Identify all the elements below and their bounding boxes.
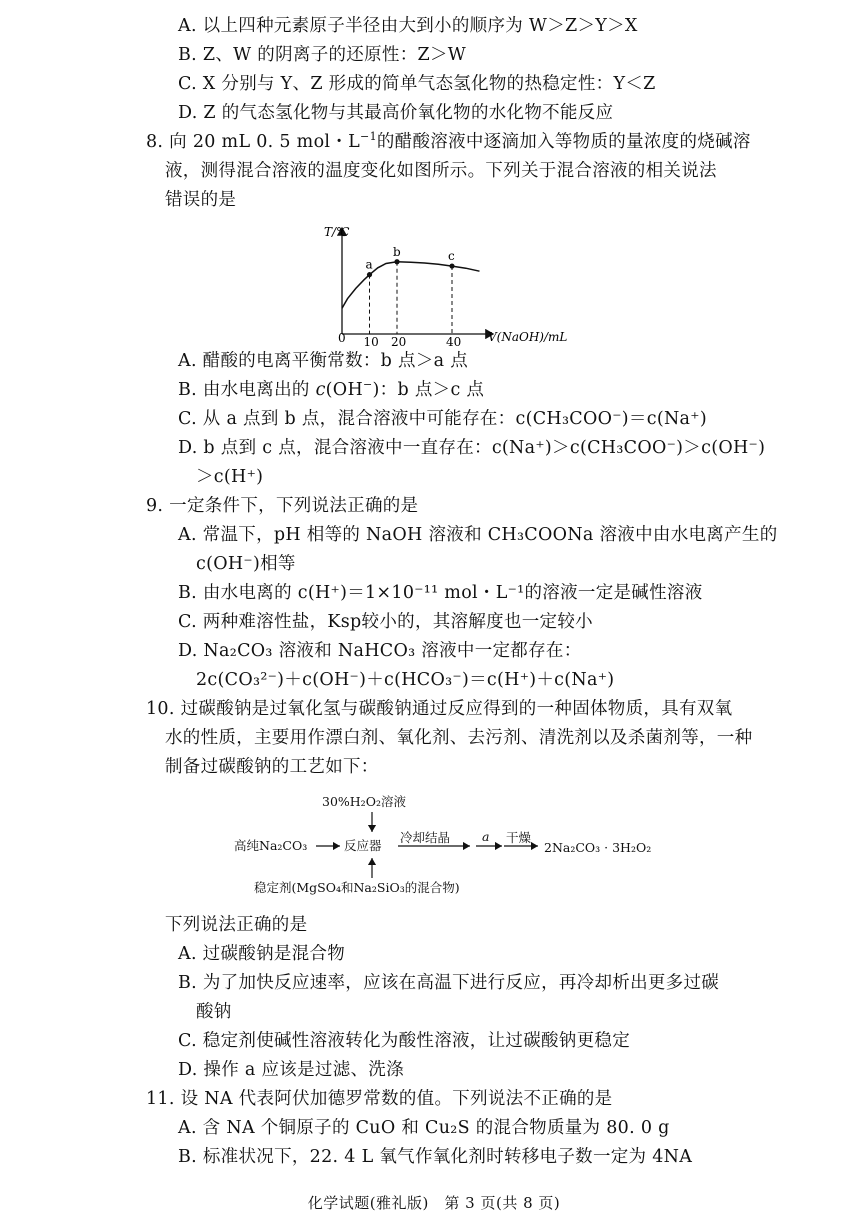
q8-stem-superscript: −1 bbox=[360, 130, 377, 144]
flow-top-input: 30%H₂O₂溶液 bbox=[322, 794, 406, 809]
q8-option-a: A. 醋酸的电离平衡常数：b 点＞a 点 bbox=[178, 351, 469, 371]
point-label-a: a bbox=[365, 257, 373, 272]
x-tick-label: 10 bbox=[363, 335, 379, 346]
q8-option-b-part: )：b 点＞c 点 bbox=[372, 380, 485, 400]
q7-option-d: D. Z 的气态氢化物与其最高价氧化物的水化物不能反应 bbox=[178, 103, 614, 123]
x-tick-label: 20 bbox=[391, 335, 407, 346]
x-tick-label: 40 bbox=[446, 335, 462, 346]
page-footer: 化学试题(雅礼版) 第 3 页(共 8 页) bbox=[307, 1194, 561, 1212]
q10-option-b-line2: 酸钠 bbox=[196, 1002, 232, 1022]
q9-option-b: B. 由水电离的 c(H⁺)＝1×10⁻¹¹ mol・L⁻¹的溶液一定是碱性溶液 bbox=[178, 583, 703, 603]
q8-option-d-line1: D. b 点到 c 点，混合溶液中一直存在：c(Na⁺)＞c(CH₃COO⁻)＞c(OH⁻) bbox=[178, 438, 766, 458]
q9-option-a-line2: c(OH⁻)相等 bbox=[196, 554, 296, 574]
q8-option-b-part: B. 由水电离出的 bbox=[178, 380, 316, 400]
q9-option-a-line1: A. 常温下，pH 相等的 NaOH 溶液和 CH₃COONa 溶液中由水电离产生的 bbox=[178, 525, 778, 545]
q7-option-b: B. Z、W 的阴离子的还原性：Z＞W bbox=[178, 45, 467, 65]
q10-option-c: C. 稳定剂使碱性溶液转化为酸性溶液，让过碳酸钠更稳定 bbox=[178, 1031, 630, 1051]
q7-option-a: A. 以上四种元素原子半径由大到小的顺序为 W＞Z＞Y＞X bbox=[178, 16, 638, 36]
flow-left-input: 高纯Na₂CO₃ bbox=[234, 838, 308, 853]
x-axis-label: V(NaOH)/mL bbox=[488, 330, 568, 344]
origin-label: 0 bbox=[338, 331, 346, 345]
q10-stem-line2: 水的性质，主要用作漂白剂、氧化剂、去污剂、清洗剂以及杀菌剂等，一种 bbox=[165, 728, 753, 748]
q10-stem-line3: 制备过碳酸钠的工艺如下： bbox=[165, 757, 379, 777]
q9-option-d-line2: 2c(CO₃²⁻)＋c(OH⁻)＋c(HCO₃⁻)＝c(H⁺)＋c(Na⁺) bbox=[196, 670, 615, 690]
q10-option-a: A. 过碳酸钠是混合物 bbox=[178, 944, 346, 964]
temperature-chart bbox=[318, 222, 588, 346]
q10-question: 下列说法正确的是 bbox=[165, 915, 308, 935]
q10-option-b-line1: B. 为了加快反应速率，应该在高温下进行反应，再冷却析出更多过碳 bbox=[178, 973, 720, 993]
q8-stem-part: 8. 向 20 mL 0. 5 mol・L bbox=[146, 132, 361, 152]
point-label-c: c bbox=[448, 249, 455, 264]
q8-stem-line1 bbox=[146, 130, 751, 154]
point-c bbox=[449, 263, 454, 268]
q11-stem: 11. 设 NA 代表阿伏加德罗常数的值。下列说法不正确的是 bbox=[146, 1089, 613, 1109]
point-b bbox=[394, 259, 399, 264]
q9-option-d-line1: D. Na₂CO₃ 溶液和 NaHCO₃ 溶液中一定都存在： bbox=[178, 641, 582, 661]
q8-stem-line3: 错误的是 bbox=[165, 190, 237, 210]
q10-option-d: D. 操作 a 应该是过滤、洗涤 bbox=[178, 1060, 404, 1080]
q8-option-b-part: (OH bbox=[325, 380, 364, 400]
q8-option-c: C. 从 a 点到 b 点，混合溶液中可能存在：c(CH₃COO⁻)＝c(Na⁺) bbox=[178, 409, 707, 429]
q10-stem-line1: 10. 过碳酸钠是过氧化氢与碳酸钠通过反应得到的一种固体物质，具有双氧 bbox=[146, 699, 733, 719]
flow-product: 2Na₂CO₃ · 3H₂O₂ bbox=[544, 840, 652, 855]
flow-step-cool: 冷却结晶 bbox=[400, 830, 451, 845]
q9-option-c: C. 两种难溶性盐，Ksp较小的，其溶解度也一定较小 bbox=[178, 612, 593, 632]
q8-option-b bbox=[178, 378, 484, 402]
flow-step-a: a bbox=[482, 829, 490, 844]
q8-stem-line2: 液，测得混合溶液的温度变化如图所示。下列关于混合溶液的相关说法 bbox=[165, 161, 717, 181]
q7-option-c: C. X 分别与 Y、Z 形成的简单气态氢化物的热稳定性：Y＜Z bbox=[178, 74, 656, 94]
y-axis-label: T/℃ bbox=[324, 225, 350, 239]
q9-stem: 9. 一定条件下，下列说法正确的是 bbox=[146, 496, 419, 516]
point-a bbox=[367, 272, 372, 277]
q11-option-a: A. 含 NA 个铜原子的 CuO 和 Cu₂S 的混合物质量为 80. 0 g bbox=[178, 1118, 670, 1138]
process-flow-diagram bbox=[232, 790, 672, 910]
flow-bottom-input: 稳定剂(MgSO₄和Na₂SiO₃的混合物) bbox=[254, 880, 460, 895]
q8-option-b-superscript: − bbox=[363, 378, 373, 392]
flow-step-dry: 干燥 bbox=[506, 830, 532, 845]
q8-option-b-italic: c bbox=[315, 380, 326, 400]
temperature-curve bbox=[342, 262, 480, 308]
q8-option-d-line2: ＞c(H⁺) bbox=[196, 467, 264, 487]
flow-reactor: 反应器 bbox=[344, 838, 382, 853]
q8-stem-part: 的醋酸溶液中逐滴加入等物质的量浓度的烧碱溶 bbox=[376, 132, 751, 152]
point-label-b: b bbox=[393, 244, 401, 259]
q11-option-b: B. 标准状况下，22. 4 L 氧气作氧化剂时转移电子数一定为 4NA bbox=[178, 1147, 693, 1167]
